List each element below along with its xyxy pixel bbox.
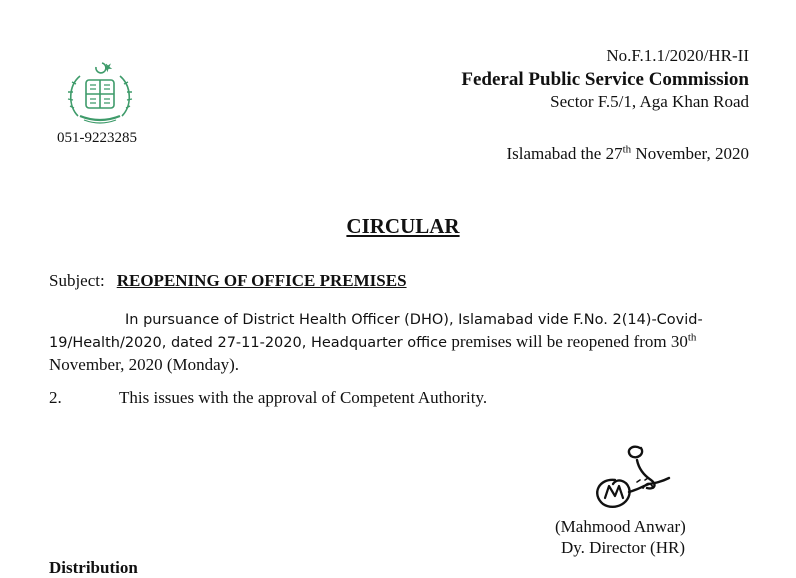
paragraph-1-part-3: November, 2020 (Monday).	[49, 355, 240, 374]
date-rest: November, 2020	[631, 144, 749, 163]
signatory-name: (Mahmood Anwar)	[555, 517, 686, 536]
subject-label: Subject:	[49, 271, 105, 290]
paragraph-1	[49, 308, 761, 375]
reference-number: No.F.1.1/2020/HR-II	[606, 46, 749, 65]
subject-text: REOPENING OF OFFICE PREMISES	[116, 271, 407, 290]
subject-line	[49, 271, 407, 291]
issue-date	[506, 144, 749, 164]
paragraph-2-text: This issues with the approval of Competent Authority.	[119, 388, 488, 407]
date-prefix: Islamabad the 27	[506, 144, 623, 163]
paragraph-1-ordinal: th	[687, 331, 697, 344]
date-ordinal: th	[622, 143, 632, 156]
paragraph-2-number: 2.	[49, 388, 62, 407]
paragraph-1-part-1: In pursuance of District Health Officer (DHO), Islamabad vide F.No. 2(14)-Covid-19/Health/2020, dated 27-11-2020, Headquarter office	[49, 312, 703, 351]
paragraph-2	[49, 388, 487, 408]
signatory-designation: Dy. Director (HR)	[561, 538, 685, 557]
document-title: CIRCULAR	[346, 214, 460, 238]
handwritten-signature	[585, 440, 677, 512]
government-emblem-icon	[60, 58, 140, 128]
organization-name: Federal Public Service Commission	[461, 69, 749, 90]
distribution-label: Distribution	[49, 558, 138, 577]
phone-number: 051-9223285	[57, 130, 137, 146]
paragraph-1-part-2: premises will be reopened from 30	[447, 332, 688, 351]
organization-address: Sector F.5/1, Aga Khan Road	[550, 92, 749, 111]
